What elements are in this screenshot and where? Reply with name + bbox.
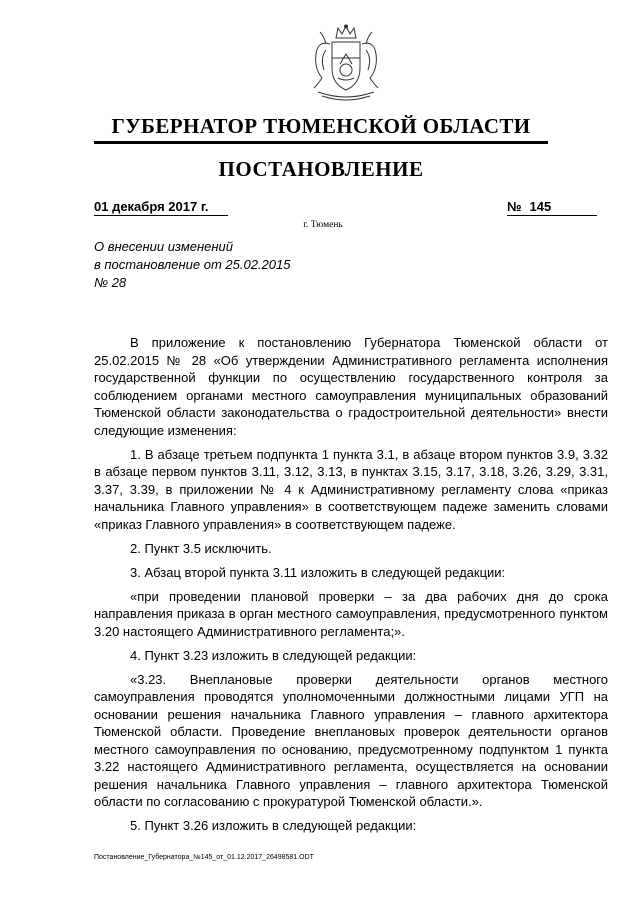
- subject-line: в постановление от 25.02.2015: [94, 257, 291, 272]
- subject-line: О внесении изменений: [94, 239, 233, 254]
- body-paragraph: «при проведении плановой проверки – за два рабочих дня до срока направления приказа в орган местного самоуправления, предусмотренного пунктом 3.20 настоящего Административного регламента;».: [94, 588, 608, 639]
- body-paragraph: 2. Пункт 3.5 исключить.: [130, 540, 272, 556]
- body-paragraph: 4. Пункт 3.23 изложить в следующей редакции:: [130, 647, 417, 663]
- header-divider: [94, 141, 548, 144]
- coat-of-arms-icon: [308, 24, 384, 104]
- body-paragraph: В приложение к постановлению Губернатора Тюменской области от 25.02.2015 № 28 «Об утверждении Административного регламента исполнения государственной функции по осуществлению государственного контроля за соблюдением органами местного самоуправления муниципальных образований Тюменской области законодательства о градостроительной деятельности» внести следующие изменения:: [94, 335, 608, 438]
- body-paragraph: 3. Абзац второй пункта 3.11 изложить в следующей редакции:: [130, 564, 506, 580]
- footer-filename: Постановление_Губернатора_№145_от_01.12.2017_26498581.ODT: [94, 854, 314, 861]
- document-number: 145: [529, 199, 552, 214]
- document-date: 01 декабря 2017 г.: [94, 199, 228, 216]
- body-paragraph: 5. Пункт 3.26 изложить в следующей редакции:: [130, 818, 417, 833]
- city: г. Тюмень: [303, 220, 343, 230]
- organization-title: ГУБЕРНАТОР ТЮМЕНСКОЙ ОБЛАСТИ: [111, 114, 531, 138]
- document-number-field: [507, 199, 597, 216]
- body-paragraph: 1. В абзаце третьем подпункта 1 пункта 3.1, в абзаце втором пунктов 3.9, 3.32 в абзаце первом пунктов 3.11, 3.12, 3.13, в пунктах 3.15, 3.17, 3.18, 3.26, 3.29, 3.31, 3.37, 3.39, в приложении № 4 к Административному регламенту слова «приказ начальника Главного управления» в соответствующем падеже заменить словами «приказ Главного управления» в соответствующем падеже.: [94, 446, 608, 532]
- document-subject: [94, 238, 354, 292]
- body-paragraph: «3.23. Внеплановые проверки деятельности органов местного самоуправления проводятся уполномоченными должностными лицами УГП на основании решения начальника Главного управления – главного архитектора Тюменской области. Проведение внеплановых проверок деятельности органов местного самоуправления по основанию, предусмотренному подпунктом 1 пункта 3.22 настоящего Административного регламента, осуществляется на основании решения начальника Главного управления – главного архитектора Тюменской области по согласованию с прокуратурой Тюменской области.».: [94, 671, 608, 809]
- number-sign: №: [507, 199, 522, 214]
- subject-line: № 28: [94, 275, 127, 290]
- document-type: ПОСТАНОВЛЕНИЕ: [218, 157, 424, 181]
- document-body: [94, 334, 608, 841]
